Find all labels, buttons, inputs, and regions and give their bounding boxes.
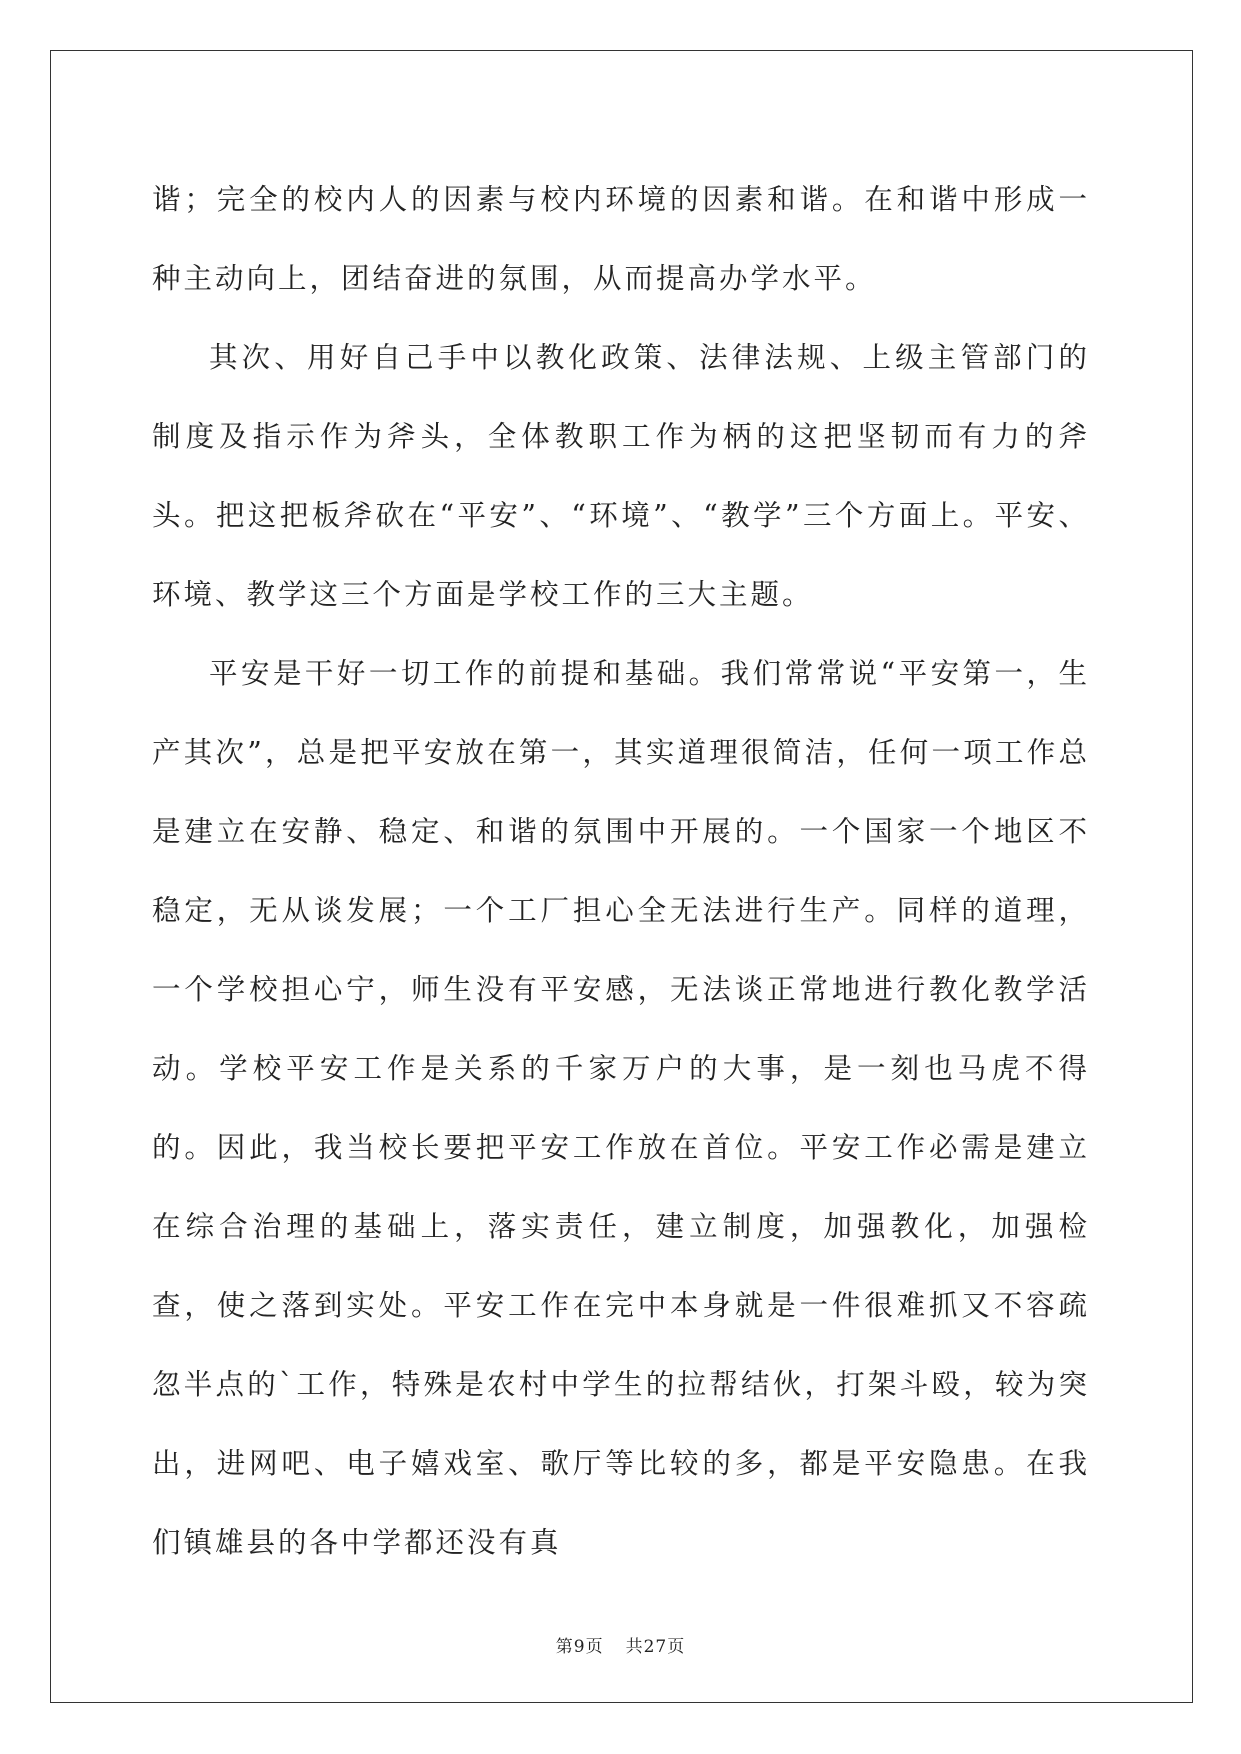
paragraph: 平安是干好一切工作的前提和基础。我们常常说“平安第一，生产其次”，总是把平安放在第一，其实道理很简洁，任何一项工作总是建立在安静、稳定、和谐的氛围中开展的。一个国家一个地区不稳定，无从谈发展；一个工厂担心全无法进行生产。同样的道理，一个学校担心宁，师生没有平安感，无法谈正常地进行教化教学活动。学校平安工作是关系的千家万户的大事，是一刻也马虎不得的。因此，我当校长要把平安工作放在首位。平安工作必需是建立在综合治理的基础上，落实责任，建立制度，加强教化，加强检查，使之落到实处。平安工作在完中本身就是一件很难抓又不容疏忽半点的`工作，特殊是农村中学生的拉帮结伙，打架斗殴，较为突出，进网吧、电子嬉戏室、歌厅等比较的多，都是平安隐患。在我们镇雄县的各中学都还没有真 (152, 657, 1090, 1559)
paragraph: 其次、用好自己手中以教化政策、法律法规、上级主管部门的制度及指示作为斧头，全体教职工作为柄的这把坚韧而有力的斧头。把这把板斧砍在“平安”、“环境”、“教学”三个方面上。平安、环境、教学这三个方面是学校工作的三大主题。 (152, 341, 1090, 611)
total-pages: 共27页 (625, 1637, 686, 1657)
paragraph: 谐；完全的校内人的因素与校内环境的因素和谐。在和谐中形成一种主动向上，团结奋进的氛围，从而提高办学水平。 (152, 183, 1090, 295)
page-footer (0, 1632, 1241, 1657)
page-number: 第9页 (555, 1637, 604, 1657)
document-body (152, 160, 1090, 1582)
